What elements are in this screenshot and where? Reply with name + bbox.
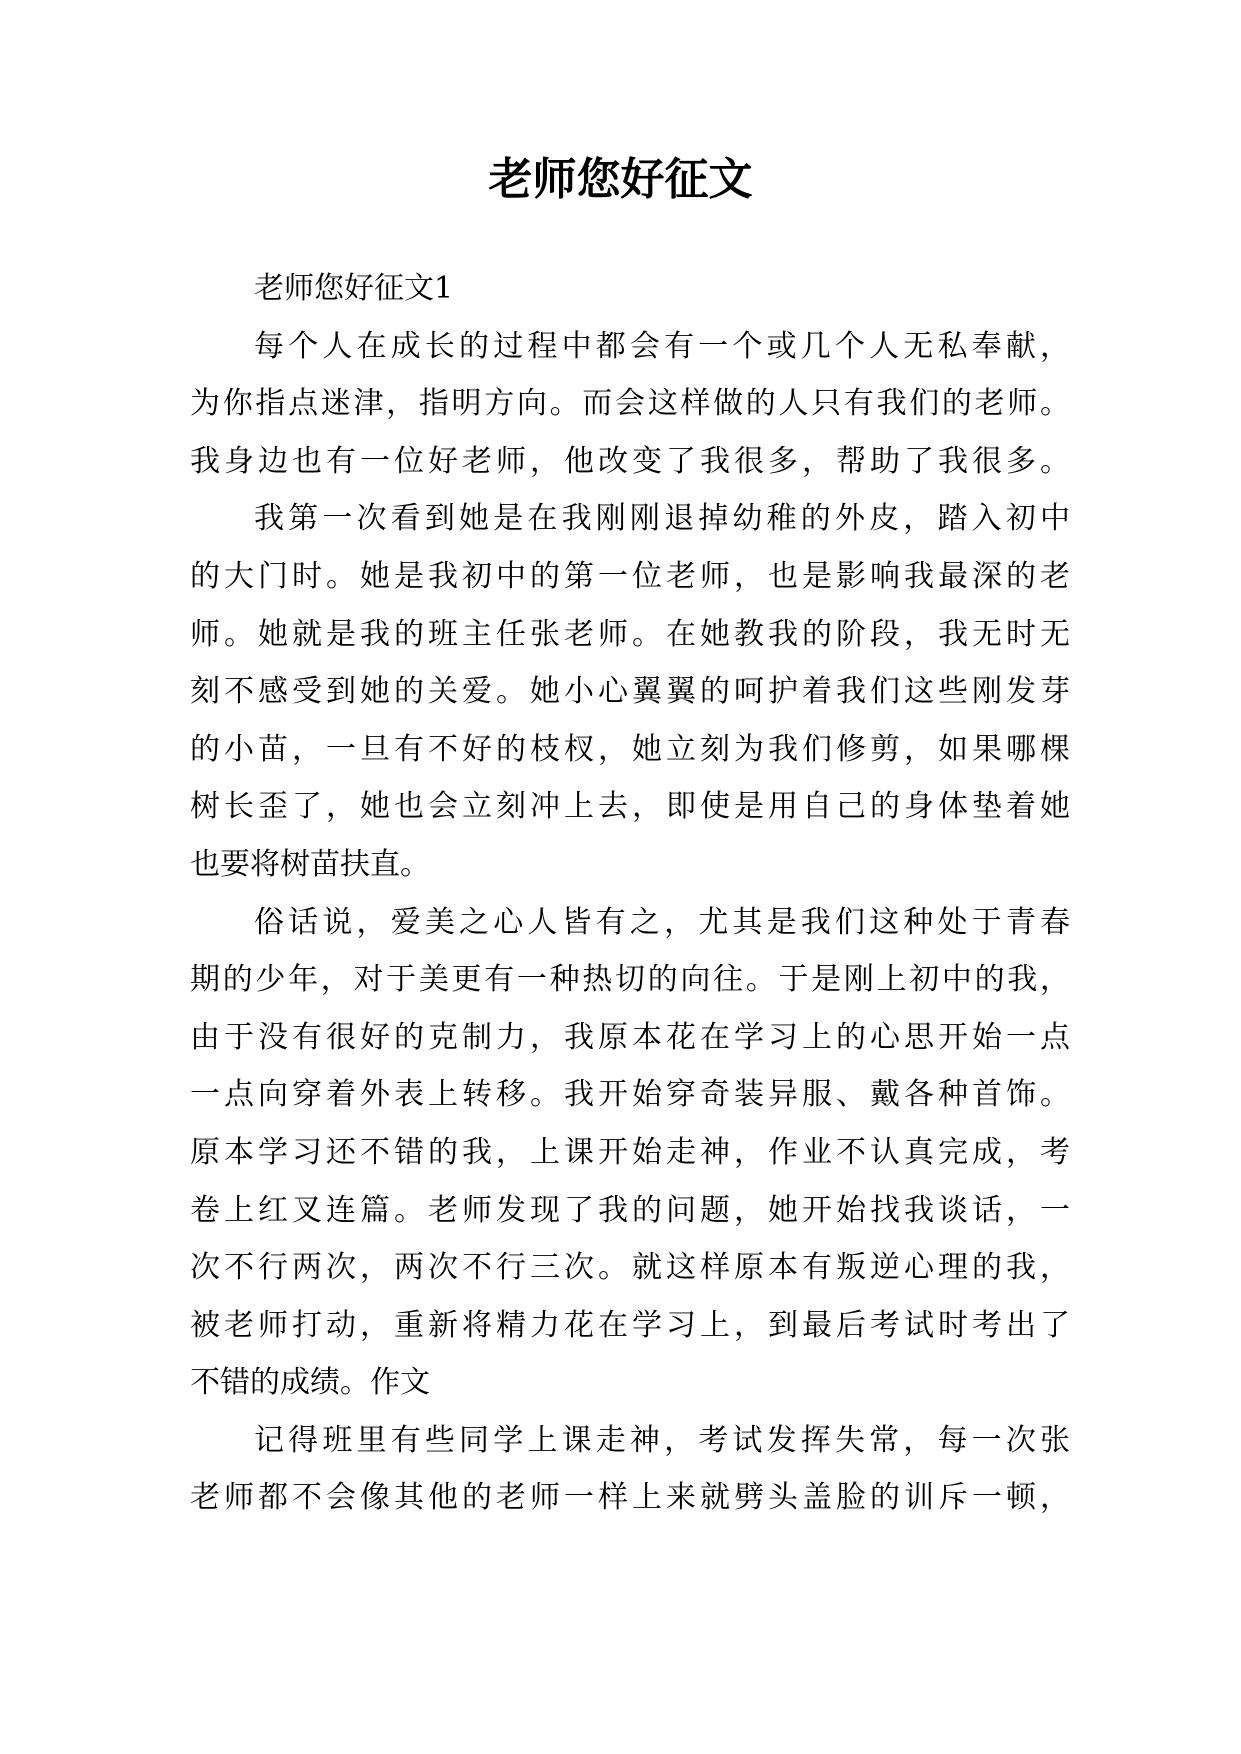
text-line: 师。她就是我的班主任张老师。在她教我的阶段，我无时无 <box>190 616 1070 652</box>
text-line: 刻不感受到她的关爱。她小心翼翼的呵护着我们这些刚发芽 <box>190 674 1070 710</box>
text-line: 俗话说，爱美之心人皆有之，尤其是我们这种处于青春 <box>254 904 1070 940</box>
text-line: 不错的成绩。作文 <box>190 1365 430 1401</box>
section-heading: 老师您好征文1 <box>254 271 454 306</box>
text-line: 树长歪了，她也会立刻冲上去，即使是用自己的身体垫着她 <box>190 789 1070 825</box>
text-line: 也要将树苗扶直。 <box>190 846 430 882</box>
text-line: 我身边也有一位好老师，他改变了我很多，帮助了我很多。 <box>190 443 1070 479</box>
text-line: 次不行两次，两次不行三次。就这样原本有叛逆心理的我， <box>190 1250 1070 1286</box>
text-line: 的小苗，一旦有不好的枝杈，她立刻为我们修剪，如果哪棵 <box>190 731 1070 767</box>
text-line: 记得班里有些同学上课走神，考试发挥失常，每一次张 <box>254 1422 1070 1458</box>
text-line: 为你指点迷津，指明方向。而会这样做的人只有我们的老师。 <box>190 386 1070 422</box>
text-line: 我第一次看到她是在我刚刚退掉幼稚的外皮，踏入初中 <box>254 501 1070 537</box>
text-line: 老师都不会像其他的老师一样上来就劈头盖脸的训斥一顿， <box>190 1480 1070 1516</box>
text-line: 期的少年，对于美更有一种热切的向往。于是刚上初中的我， <box>190 962 1070 998</box>
text-line: 原本学习还不错的我，上课开始走神，作业不认真完成，考 <box>190 1134 1070 1170</box>
text-line: 一点向穿着外表上转移。我开始穿奇装异服、戴各种首饰。 <box>190 1077 1070 1113</box>
text-line: 卷上红叉连篇。老师发现了我的问题，她开始找我谈话，一 <box>190 1192 1070 1228</box>
text-line: 由于没有很好的克制力，我原本花在学习上的心思开始一点 <box>190 1019 1070 1055</box>
text-line: 每个人在成长的过程中都会有一个或几个人无私奉献， <box>254 328 1070 364</box>
text-line: 被老师打动，重新将精力花在学习上，到最后考试时考出了 <box>190 1307 1070 1343</box>
document-body <box>190 260 1070 1527</box>
document-title: 老师您好征文 <box>488 154 753 205</box>
text-line: 的大门时。她是我初中的第一位老师，也是影响我最深的老 <box>190 558 1070 594</box>
